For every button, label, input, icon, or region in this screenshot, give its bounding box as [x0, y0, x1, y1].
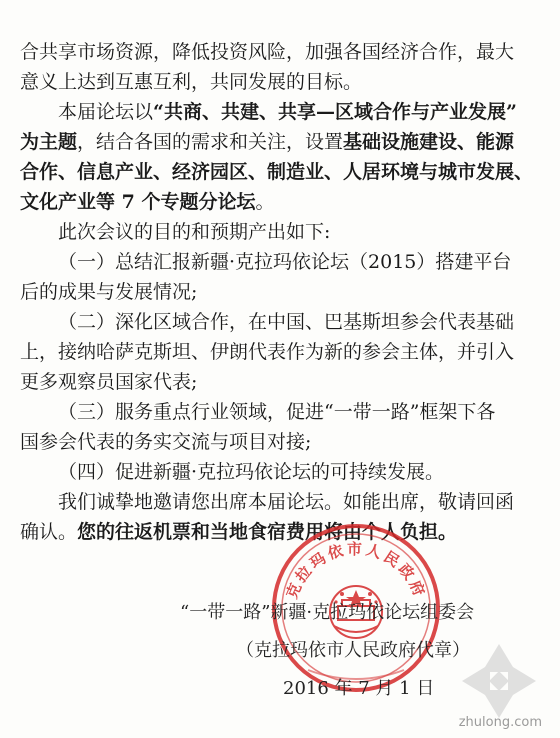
issue-date: 2016 年 7 月 1 日 [283, 678, 435, 699]
item-4: （四）促进新疆·克拉玛依论坛的可持续发展。 [58, 461, 445, 483]
paragraph-2-line-3: 合作、信息产业、经济园区、制造业、人居环境与城市发展、 [20, 161, 534, 183]
item-2-line-2: 上，接纳哈萨克斯坦、伊朗代表作为新的参会主体，并引入 [20, 341, 515, 363]
paragraph-5-line-1: 我们诚挚地邀请您出席本届论坛。如能出席，敬请回函 [58, 491, 515, 513]
paragraph-5-line-2: 确认。您的往返机票和当地食宿费用将由个人负担。 [20, 521, 458, 543]
watermark-text: zhulong.com [458, 715, 542, 730]
paragraph-3: 此次会议的目的和预期产出如下: [58, 221, 331, 243]
paragraph-1-line-1: 合共享市场资源，降低投资风险，加强各国经济合作，最大 [20, 41, 515, 63]
item-3-line-1: （三）服务重点行业领域，促进“一带一路”框架下各 [58, 401, 496, 423]
paragraph-2-line-1: 本届论坛以“共商、共建、共享—区域合作与产业发展” [58, 101, 517, 123]
organizer-name: “一带一路”新疆·克拉玛依论坛组委会 [180, 602, 475, 623]
paragraph-2-line-4: 文化产业等 7 个专题分论坛。 [20, 191, 275, 213]
seal-text: 克拉玛依市人民政府 [282, 539, 430, 602]
seal-agent-note: （克拉玛依市人民政府代章） [236, 640, 470, 661]
item-3-line-2: 国参会代表的务实交流与项目对接; [20, 431, 312, 453]
paragraph-2-line-2: 为主题，结合各国的需求和关注，设置基础设施建设、能源 [20, 131, 515, 153]
item-1-line-1: （一）总结汇报新疆·克拉玛依论坛（2015）搭建平台 [58, 251, 512, 273]
paragraph-1-line-2: 意义上达到互惠互利，共同发展的目标。 [20, 71, 363, 93]
item-2-line-1: （二）深化区域合作，在中国、巴基斯坦参会代表基础 [58, 311, 515, 333]
item-1-line-2: 后的成果与发展情况; [20, 281, 198, 303]
item-2-line-3: 更多观察员国家代表; [20, 371, 198, 393]
